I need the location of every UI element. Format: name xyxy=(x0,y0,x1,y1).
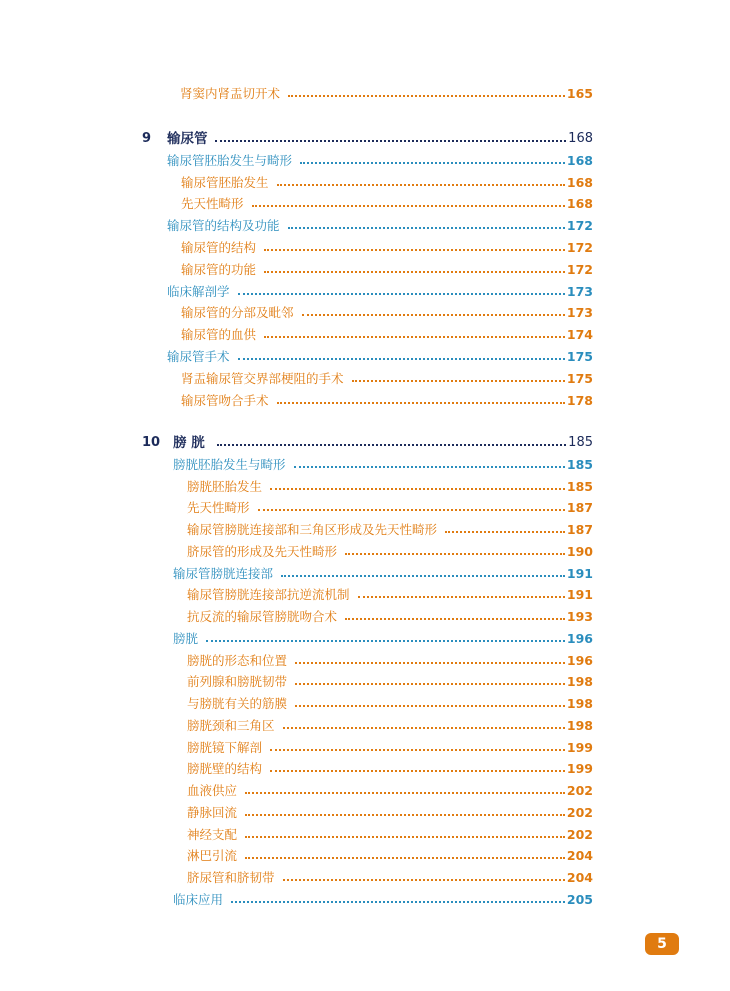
toc-entry[interactable] xyxy=(0,716,730,736)
toc-entry[interactable] xyxy=(0,759,730,779)
dot-leader xyxy=(270,749,565,751)
page-number: 191 xyxy=(566,565,593,581)
toc-entry[interactable] xyxy=(0,564,730,584)
entry-title: 输尿管的结构 xyxy=(181,240,257,255)
dot-leader xyxy=(288,95,565,97)
page-number: 202 xyxy=(566,826,593,842)
entry-title: 临床应用 xyxy=(173,891,224,907)
page-number: 185 xyxy=(566,478,593,494)
toc-entry[interactable] xyxy=(0,303,730,323)
dot-leader xyxy=(217,444,566,446)
chapter-number: 9 xyxy=(142,131,152,146)
entry-title: 膀胱 xyxy=(173,630,199,646)
entry-title: 膀胱胚胎发生与畸形 xyxy=(173,456,286,472)
dot-leader xyxy=(252,205,565,207)
entry-title: 输尿管胚胎发生 xyxy=(181,174,269,190)
toc-entry[interactable] xyxy=(0,347,730,367)
entry-title: 输尿管的分部及毗邻 xyxy=(181,305,294,321)
toc-entry[interactable] xyxy=(0,868,730,888)
page-number: 202 xyxy=(566,783,593,798)
page-number: 202 xyxy=(566,804,593,820)
page-number: 198 xyxy=(566,674,593,690)
dot-leader xyxy=(231,901,565,903)
dot-leader xyxy=(215,140,566,142)
toc-entry[interactable] xyxy=(0,738,730,758)
toc-entry[interactable] xyxy=(0,890,730,910)
entry-title: 临床解剖学 xyxy=(167,283,230,299)
page-number: 205 xyxy=(566,891,593,907)
toc-entry[interactable] xyxy=(0,694,730,714)
toc-entry[interactable] xyxy=(0,542,730,562)
toc-entry[interactable] xyxy=(0,369,730,389)
toc-entry[interactable] xyxy=(0,520,730,540)
dot-leader xyxy=(358,596,565,598)
page-number: 204 xyxy=(566,870,593,885)
entry-title: 输尿管的功能 xyxy=(181,261,257,277)
toc-entry[interactable] xyxy=(0,498,730,518)
dot-leader xyxy=(281,575,565,577)
page-number: 187 xyxy=(566,522,593,537)
page-number: 199 xyxy=(566,739,593,755)
entry-title: 静脉回流 xyxy=(187,804,238,820)
dot-leader xyxy=(238,293,565,295)
toc-entry[interactable] xyxy=(0,781,730,801)
toc-entry[interactable] xyxy=(0,846,730,866)
dot-leader xyxy=(300,162,565,164)
page-number: 193 xyxy=(566,609,593,624)
dot-leader xyxy=(345,553,565,555)
entry-title: 输尿管手术 xyxy=(167,349,230,364)
page-number: 172 xyxy=(566,240,593,255)
toc-entry[interactable] xyxy=(0,672,730,692)
chapter-title: 膀 胱 xyxy=(173,435,205,451)
chapter-number: 10 xyxy=(142,435,161,450)
page-number: 191 xyxy=(566,587,593,603)
toc-entry[interactable] xyxy=(0,84,730,104)
toc-entry[interactable] xyxy=(0,455,730,475)
entry-title: 输尿管膀胱连接部 xyxy=(173,565,274,581)
entry-title: 脐尿管的形成及先天性畸形 xyxy=(187,543,338,559)
toc-entry[interactable] xyxy=(0,651,730,671)
entry-title: 膀胱壁的结构 xyxy=(187,761,263,777)
dot-leader xyxy=(245,857,565,859)
dot-leader xyxy=(302,314,565,316)
toc-entry[interactable] xyxy=(0,391,730,411)
page-number: 168 xyxy=(566,152,593,168)
entry-title: 膀胱颈和三角区 xyxy=(187,717,275,733)
page-number: 173 xyxy=(566,305,593,321)
page-number: 204 xyxy=(566,848,593,864)
entry-title: 抗反流的输尿管膀胱吻合术 xyxy=(187,609,338,624)
entry-title: 神经支配 xyxy=(187,826,238,842)
toc-entry[interactable] xyxy=(0,151,730,171)
dot-leader xyxy=(270,770,565,772)
entry-title: 输尿管的血供 xyxy=(181,327,257,343)
toc-entry[interactable] xyxy=(0,803,730,823)
dot-leader xyxy=(283,879,565,881)
page-number: 168 xyxy=(566,174,593,190)
dot-leader xyxy=(295,683,565,685)
page-number: 168 xyxy=(568,131,593,146)
toc-entry[interactable] xyxy=(0,607,730,627)
chapter-heading[interactable] xyxy=(0,433,730,453)
chapter-heading[interactable] xyxy=(0,129,730,149)
page-number: 174 xyxy=(566,327,593,343)
dot-leader xyxy=(270,488,565,490)
dot-leader xyxy=(294,466,565,468)
page-number: 185 xyxy=(566,456,593,472)
page-number: 198 xyxy=(566,696,593,711)
toc-entry[interactable] xyxy=(0,825,730,845)
toc-entry[interactable] xyxy=(0,629,730,649)
page-number: 173 xyxy=(566,283,593,299)
entry-title: 先天性畸形 xyxy=(187,500,250,516)
entry-title: 肾盂输尿管交界部梗阻的手术 xyxy=(181,370,344,386)
page-number: 175 xyxy=(566,349,593,364)
page-number: 198 xyxy=(566,717,593,733)
page-number: 172 xyxy=(566,218,593,234)
entry-title: 与膀胱有关的筋膜 xyxy=(187,696,288,711)
dot-leader xyxy=(295,705,565,707)
dot-leader xyxy=(277,402,565,404)
page-number: 187 xyxy=(566,500,593,516)
toc-entry[interactable] xyxy=(0,585,730,605)
dot-leader xyxy=(352,380,565,382)
page-number-badge: 5 xyxy=(645,933,679,955)
dot-leader xyxy=(264,271,565,273)
dot-leader xyxy=(283,727,565,729)
page-number: 185 xyxy=(568,435,593,450)
dot-leader xyxy=(245,792,565,794)
page-number: 196 xyxy=(566,630,593,646)
dot-leader xyxy=(245,836,565,838)
dot-leader xyxy=(295,662,565,664)
entry-title: 先天性畸形 xyxy=(181,196,244,212)
dot-leader xyxy=(288,227,565,229)
dot-leader xyxy=(345,618,565,620)
page-number: 196 xyxy=(566,652,593,668)
toc-entry[interactable] xyxy=(0,325,730,345)
entry-title: 膀胱的形态和位置 xyxy=(187,652,288,668)
dot-leader xyxy=(258,509,565,511)
dot-leader xyxy=(264,249,565,251)
dot-leader xyxy=(238,358,565,360)
toc-entry[interactable] xyxy=(0,238,730,258)
toc-entry[interactable] xyxy=(0,260,730,280)
entry-title: 输尿管吻合手术 xyxy=(181,392,269,408)
entry-title: 前列腺和膀胱韧带 xyxy=(187,674,288,690)
page-number: 172 xyxy=(566,261,593,277)
dot-leader xyxy=(245,814,565,816)
toc-entry[interactable] xyxy=(0,282,730,302)
page-number: 190 xyxy=(566,543,593,559)
entry-title: 输尿管膀胱连接部抗逆流机制 xyxy=(187,587,350,603)
dot-leader xyxy=(445,531,565,533)
entry-title: 脐尿管和脐韧带 xyxy=(187,870,275,885)
entry-title: 淋巴引流 xyxy=(187,848,238,864)
page-number: 168 xyxy=(566,196,593,212)
page-number: 178 xyxy=(566,392,593,408)
entry-title: 输尿管胚胎发生与畸形 xyxy=(167,152,293,168)
entry-title: 输尿管的结构及功能 xyxy=(167,218,280,234)
toc-entry[interactable] xyxy=(0,194,730,214)
page-number: 165 xyxy=(566,86,593,101)
toc-entry[interactable] xyxy=(0,173,730,193)
entry-title: 膀胱胚胎发生 xyxy=(187,478,263,494)
dot-leader xyxy=(277,184,565,186)
dot-leader xyxy=(206,640,565,642)
dot-leader xyxy=(264,336,565,338)
page-number: 175 xyxy=(566,370,593,386)
page-number: 199 xyxy=(566,761,593,777)
entry-title: 肾窦内肾盂切开术 xyxy=(180,86,281,101)
toc-entry[interactable] xyxy=(0,477,730,497)
toc-entry[interactable] xyxy=(0,216,730,236)
chapter-title: 输尿管 xyxy=(167,131,208,147)
entry-title: 血液供应 xyxy=(187,783,238,798)
entry-title: 膀胱镜下解剖 xyxy=(187,739,263,755)
entry-title: 输尿管膀胱连接部和三角区形成及先天性畸形 xyxy=(187,522,438,537)
